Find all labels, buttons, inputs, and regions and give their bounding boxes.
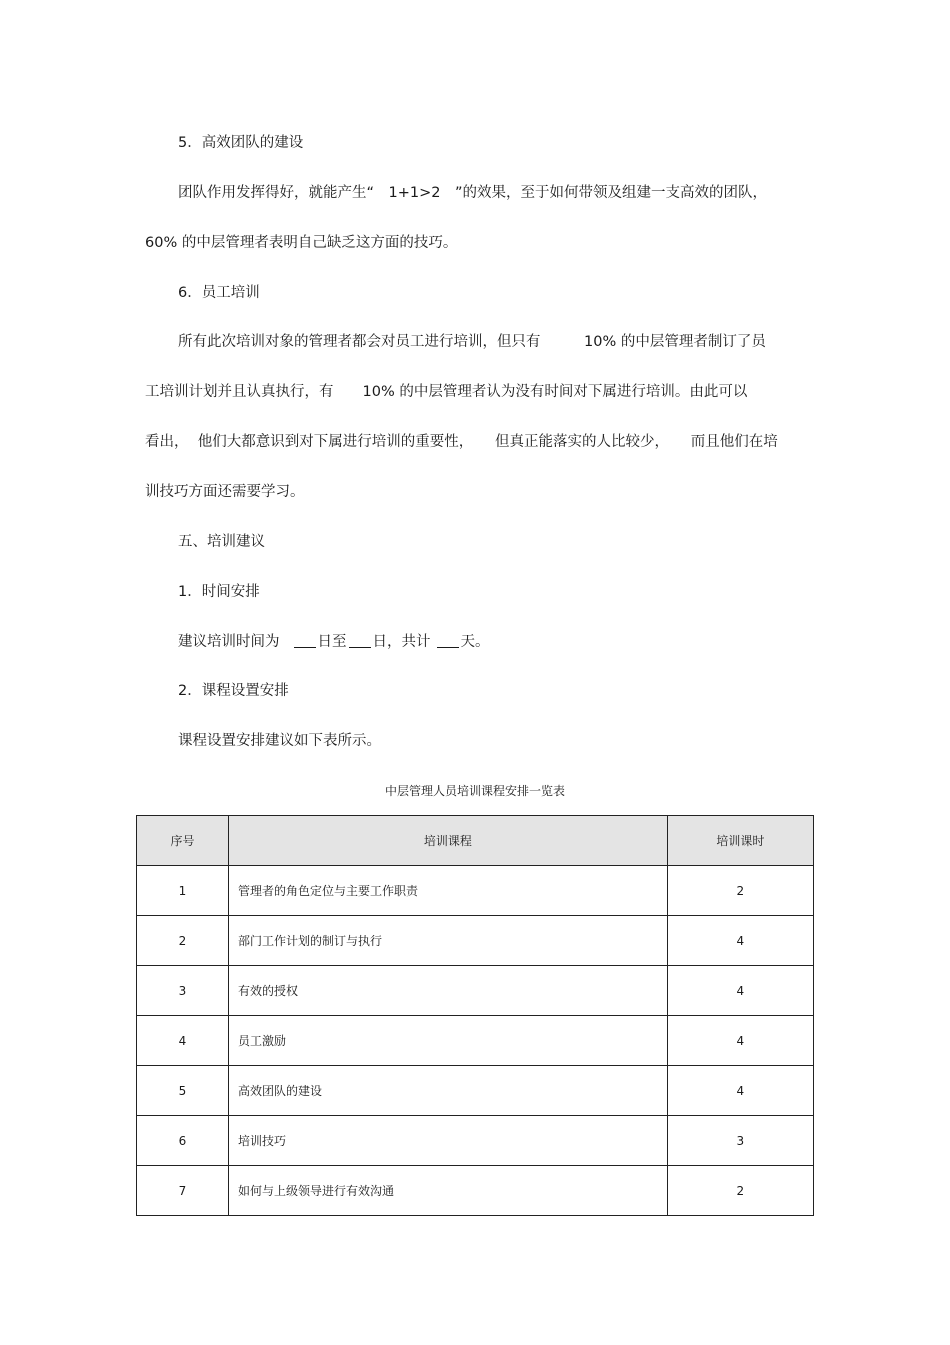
row-number: 4 xyxy=(137,1016,229,1066)
row-hours: 4 xyxy=(667,1016,813,1066)
row-number: 7 xyxy=(137,1166,229,1216)
header-number: 序号 xyxy=(137,816,229,866)
table-row xyxy=(137,966,814,1016)
table-row xyxy=(137,916,814,966)
table-header-row xyxy=(137,816,814,866)
header-course: 培训课程 xyxy=(228,816,667,866)
table-row xyxy=(137,1116,814,1166)
time-prefix: 建议培训时间为 xyxy=(178,634,280,650)
table-row xyxy=(137,1066,814,1116)
row-number: 5 xyxy=(137,1066,229,1116)
section-6-paragraph-line-3: 看出， 他们大都意识到对下属进行培训的重要性， 但真正能落实的人比较少， 而且他们在培 xyxy=(145,434,778,450)
course-schedule-table xyxy=(136,815,814,1216)
table-caption: 中层管理人员培训课程安排一览表 xyxy=(384,784,565,798)
row-hours: 4 xyxy=(667,1066,813,1116)
section-6-paragraph-line-2: 工培训计划并且认真执行，有 10% 的中层管理者认为没有时间对下属进行培训。由此可以 xyxy=(145,384,748,400)
row-hours: 4 xyxy=(667,966,813,1016)
row-hours: 3 xyxy=(667,1116,813,1166)
section-5-paragraph-line-2: 60% 的中层管理者表明自己缺乏这方面的技巧。 xyxy=(145,235,458,251)
row-course: 员工激励 xyxy=(228,1016,667,1066)
time-arrangement-sentence xyxy=(178,632,490,652)
course-arrangement-intro: 课程设置安排建议如下表所示。 xyxy=(178,733,381,749)
row-course: 有效的授权 xyxy=(228,966,667,1016)
row-course: 培训技巧 xyxy=(228,1116,667,1166)
time-day-from: 日至 xyxy=(317,634,347,650)
row-course: 如何与上级领导进行有效沟通 xyxy=(228,1166,667,1216)
section-6-paragraph-line-1: 所有此次培训对象的管理者都会对员工进行培训，但只有 10% 的中层管理者制订了员 xyxy=(178,334,766,350)
row-number: 6 xyxy=(137,1116,229,1166)
section-6-heading: 6．员工培训 xyxy=(178,285,260,301)
section-5-paragraph-line-1: 团队作用发挥得好，就能产生“ 1+1>2 ”的效果，至于如何带领及组建一支高效的团队， xyxy=(178,185,767,201)
table-row xyxy=(137,1016,814,1066)
section-5-heading: 5．高效团队的建设 xyxy=(178,135,304,151)
row-number: 1 xyxy=(137,866,229,916)
row-hours: 4 xyxy=(667,916,813,966)
row-course: 部门工作计划的制订与执行 xyxy=(228,916,667,966)
time-day-to: 日，共计 xyxy=(372,634,431,650)
suggestions-heading: 五、培训建议 xyxy=(178,534,265,550)
table-row xyxy=(137,866,814,916)
end-day-blank xyxy=(349,633,371,648)
table-row xyxy=(137,1166,814,1216)
row-number: 3 xyxy=(137,966,229,1016)
course-arrangement-heading: 2．课程设置安排 xyxy=(178,683,289,699)
time-days: 天。 xyxy=(460,634,490,650)
time-arrangement-heading: 1．时间安排 xyxy=(178,584,260,600)
header-hours: 培训课时 xyxy=(667,816,813,866)
row-course: 管理者的角色定位与主要工作职责 xyxy=(228,866,667,916)
section-6-paragraph-line-4: 训技巧方面还需要学习。 xyxy=(145,484,305,500)
start-day-blank xyxy=(294,633,316,648)
row-course: 高效团队的建设 xyxy=(228,1066,667,1116)
row-hours: 2 xyxy=(667,866,813,916)
row-number: 2 xyxy=(137,916,229,966)
total-days-blank xyxy=(437,633,459,648)
row-hours: 2 xyxy=(667,1166,813,1216)
